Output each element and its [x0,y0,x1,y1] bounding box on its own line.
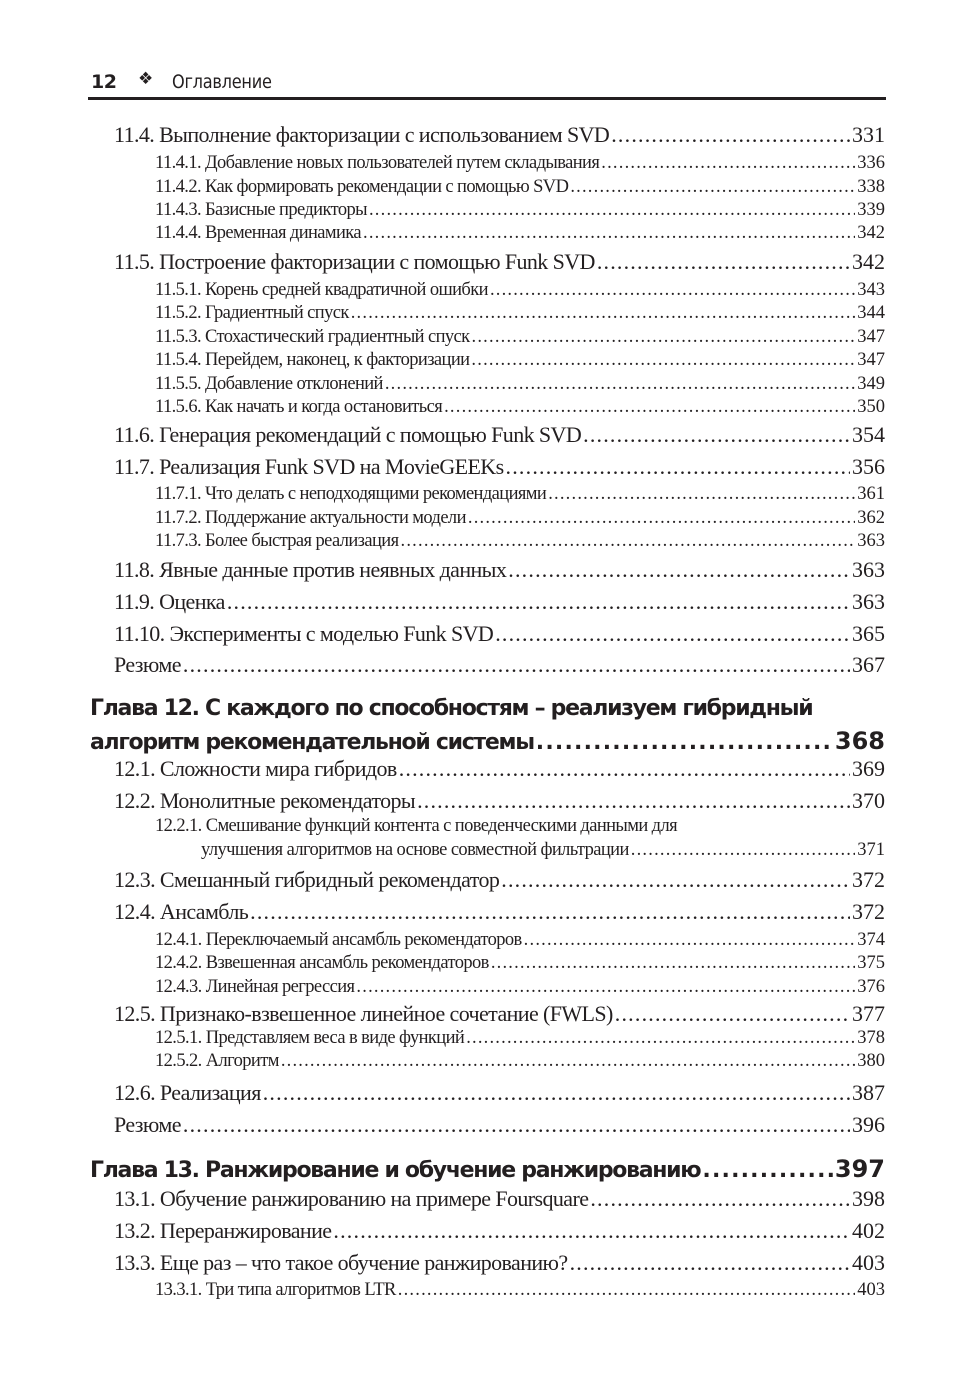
toc-chapter-entry[interactable] [90,727,885,755]
dot-leader [471,350,855,371]
toc-entry-title: 11.5.3. Стохастический градиентный спуск [155,327,470,347]
toc-entry[interactable] [114,1186,885,1212]
toc-entry[interactable] [114,652,885,678]
toc-entry-page: 350 [857,397,885,417]
toc-entry[interactable] [201,840,885,861]
toc-entry-page: 338 [857,177,885,197]
dot-leader [495,621,850,647]
toc-entry[interactable] [114,422,885,448]
toc-entry-title: 11.5.2. Градиентный спуск [155,303,349,323]
toc-entry[interactable] [114,1218,885,1244]
dot-leader [183,1112,850,1138]
toc-entry-page: 356 [852,454,885,479]
toc-entry[interactable] [114,589,885,615]
dot-leader [369,200,855,221]
dot-leader [281,1051,855,1072]
toc-entry-title: 13.1. Обучение ранжированию на примере Foursquare [114,1186,589,1211]
toc-entry-title: 11.5.4. Перейдем, наконец, к факторизации [155,350,470,370]
toc-entry-title: 11.4.3. Базисные предикторы [155,200,367,220]
toc-entry-page: 363 [852,557,885,582]
toc-entry-page: 371 [857,840,885,860]
dot-leader [570,1250,850,1276]
dot-leader [444,397,855,418]
toc-entry[interactable] [114,1001,885,1027]
toc-entry[interactable] [155,223,885,244]
toc-entry[interactable] [155,397,885,418]
dot-leader [351,303,856,324]
toc-entry-page: 354 [852,422,885,447]
toc-entry[interactable] [114,867,885,893]
toc-entry-page: 336 [857,153,885,173]
toc-entry[interactable] [114,122,885,148]
toc-entry[interactable] [155,1280,885,1301]
toc-entry-title: 11.7.3. Более быстрая реализация [155,531,399,551]
toc-entry[interactable] [155,930,885,951]
toc-entry-page: 377 [852,1001,885,1026]
toc-entry-page: 349 [857,374,885,394]
toc-entry-title: 11.4.1. Добавление новых пользователей путем складывания [155,153,600,173]
toc-entry-page: 397 [834,1155,885,1183]
dot-leader [227,589,850,615]
toc-entry-title: 12.3. Смешанный гибридный рекомендатор [114,867,500,892]
toc-entry-page: 365 [852,621,885,646]
toc-entry-page: 362 [857,508,885,528]
toc-entry[interactable] [114,249,885,275]
toc-entry-page: 378 [857,1028,885,1048]
toc-entry[interactable] [114,454,885,480]
toc-entry-title: 12.5. Признако-взвешенное линейное сочетание (FWLS) [114,1001,613,1026]
section-title: Оглавление [172,71,272,93]
toc-entry-title: 12.4.2. Взвешенная ансамбль рекомендаторов [155,953,489,973]
toc-entry-page: 367 [852,652,885,677]
toc-entry[interactable] [155,200,885,221]
toc-entry[interactable] [155,484,885,505]
dot-leader [570,177,855,198]
toc-entry-page: 347 [857,327,885,347]
toc-entry-page: 372 [852,867,885,892]
toc-entry[interactable] [114,899,885,925]
dot-leader [536,730,833,755]
toc-entry[interactable] [155,280,885,301]
dot-leader [490,280,855,301]
toc-entry[interactable] [155,531,885,552]
toc-entry-page: 403 [852,1250,885,1275]
toc-entry-title: 11.4. Выполнение факторизации с использованием SVD [114,122,610,147]
toc-entry-title: Глава 13. Ранжирование и обучение ранжированию [90,1158,701,1183]
dot-leader [631,840,855,861]
toc-entry-title: 11.4.4. Временная динамика [155,223,362,243]
dot-leader [601,153,855,174]
toc-entry-title: Резюме [114,1112,181,1137]
toc-entry-title: алгоритм рекомендательной системы [90,730,534,755]
toc-entry-page: 363 [852,589,885,614]
toc-entry[interactable] [155,1028,885,1049]
toc-entry-title: 12.5.2. Алгоритм [155,1051,279,1071]
toc-entry-page: 380 [857,1051,885,1071]
dot-leader [583,422,850,448]
toc-entry-title: 12.4. Ансамбль [114,899,249,924]
dot-leader [399,756,850,782]
dot-leader [590,1186,850,1212]
toc-entry-page: 342 [852,249,885,274]
toc-entry-title: 11.9. Оценка [114,589,225,614]
dot-leader [333,1218,850,1244]
toc-entry-page: 375 [857,953,885,973]
toc-entry[interactable] [155,953,885,974]
toc-entry[interactable] [155,327,885,348]
four-diamond-ornament-icon: ❖ [138,69,154,89]
toc-entry-page: 403 [857,1280,885,1300]
toc-entry-page: 344 [857,303,885,323]
toc-entry[interactable] [155,177,885,198]
toc-entry-page: 402 [852,1218,885,1243]
toc-entry-page: 368 [834,727,885,755]
toc-entry-page: 363 [857,531,885,551]
toc-entry-title: 13.3.1. Три типа алгоритмов LTR [155,1280,396,1300]
dot-leader [702,1158,833,1183]
toc-entry[interactable] [114,1250,885,1276]
toc-entry-title: 12.2. Монолитные рекомендаторы [114,788,416,813]
toc-entry-title: 12.5.1. Представляем веса в виде функций [155,1028,465,1048]
toc-entry-title: 11.4.2. Как формировать рекомендации с помощью SVD [155,177,569,197]
toc-entry[interactable] [155,374,885,395]
dot-leader [506,454,850,480]
dot-leader [417,788,850,814]
dot-leader [472,327,856,348]
dot-leader [385,374,855,395]
dot-leader [615,1001,850,1027]
dot-leader [363,223,855,244]
toc-entry-title: 11.7.1. Что делать с неподходящими рекомендациями [155,484,547,504]
toc-entry-page: 374 [857,930,885,950]
toc-entry-page: 339 [857,200,885,220]
toc-entry[interactable] [114,1112,885,1138]
toc-entry-title: 11.6. Генерация рекомендаций с помощью Funk SVD [114,422,582,447]
toc-entry-title: 12.4.1. Переключаемый ансамбль рекомендаторов [155,930,522,950]
toc-entry-title: 12.6. Реализация [114,1080,261,1105]
toc-entry-page: 372 [852,899,885,924]
page-number: 12 [91,71,117,93]
toc-entry-title: улучшения алгоритмов на основе совместной фильтрации [201,840,629,860]
dot-leader [548,484,855,505]
toc-entry[interactable] [155,1051,885,1072]
dot-leader [263,1080,850,1106]
toc-entry-title: 11.10. Эксперименты с моделью Funk SVD [114,621,494,646]
toc-entry-title: 11.7.2. Поддержание актуальности модели [155,508,466,528]
toc-entry-title: 12.4.3. Линейная регрессия [155,977,355,997]
toc-entry-page: 387 [852,1080,885,1105]
dot-leader [597,249,850,275]
toc-entry-page: 396 [852,1112,885,1137]
toc-entry[interactable] [114,621,885,647]
toc-entry[interactable] [155,508,885,529]
toc-entry-page: 347 [857,350,885,370]
toc-entry-page: 343 [857,280,885,300]
dot-leader [401,531,856,552]
dot-leader [183,652,850,678]
toc-entry[interactable] [155,153,885,174]
dot-leader [524,930,856,951]
toc-entry-title: 11.7. Реализация Funk SVD на MovieGEEKs [114,454,504,479]
toc-entry[interactable] [114,756,885,782]
toc-entry[interactable] [114,557,885,583]
toc-chapter-entry[interactable] [90,1155,885,1183]
toc-entry[interactable] [155,350,885,371]
toc-entry-title: 11.5.6. Как начать и когда остановиться [155,397,443,417]
toc-entry-title: 11.8. Явные данные против неявных данных [114,557,507,582]
toc-entry-title: 11.5.1. Корень средней квадратичной ошибки [155,280,488,300]
toc-entry-page: 398 [852,1186,885,1211]
toc-entry-page: 331 [852,122,885,147]
toc-entry-title: 13.3. Еще раз – что такое обучение ранжированию? [114,1250,568,1275]
toc-entry-title-line: Глава 12. С каждого по способностям – реализуем гибридный [90,696,813,721]
toc-entry[interactable] [114,1080,885,1106]
toc-entry-title: 12.1. Сложности мира гибридов [114,756,397,781]
dot-leader [508,557,850,583]
dot-leader [466,1028,855,1049]
toc-entry-page: 342 [857,223,885,243]
dot-leader [250,899,850,925]
toc-entry-title-line: 12.2.1. Смешивание функций контента с поведенческими данными для [155,816,678,836]
toc-entry-page: 361 [857,484,885,504]
dot-leader [356,977,855,998]
toc-entry-page: 376 [857,977,885,997]
toc-entry[interactable] [155,303,885,324]
toc-entry-title: Резюме [114,652,181,677]
dot-leader [468,508,855,529]
toc-entry-page: 369 [852,756,885,781]
dot-leader [501,867,850,893]
toc-entry[interactable] [155,977,885,998]
dot-leader [491,953,855,974]
dot-leader [398,1280,855,1301]
toc-entry-title: 13.2. Переранжирование [114,1218,332,1243]
toc-entry-page: 370 [852,788,885,813]
toc-entry-title: 11.5.5. Добавление отклонений [155,374,383,394]
toc-entry[interactable] [114,788,885,814]
dot-leader [611,122,850,148]
running-header [88,68,886,100]
toc-entry-title: 11.5. Построение факторизации с помощью Funk SVD [114,249,595,274]
